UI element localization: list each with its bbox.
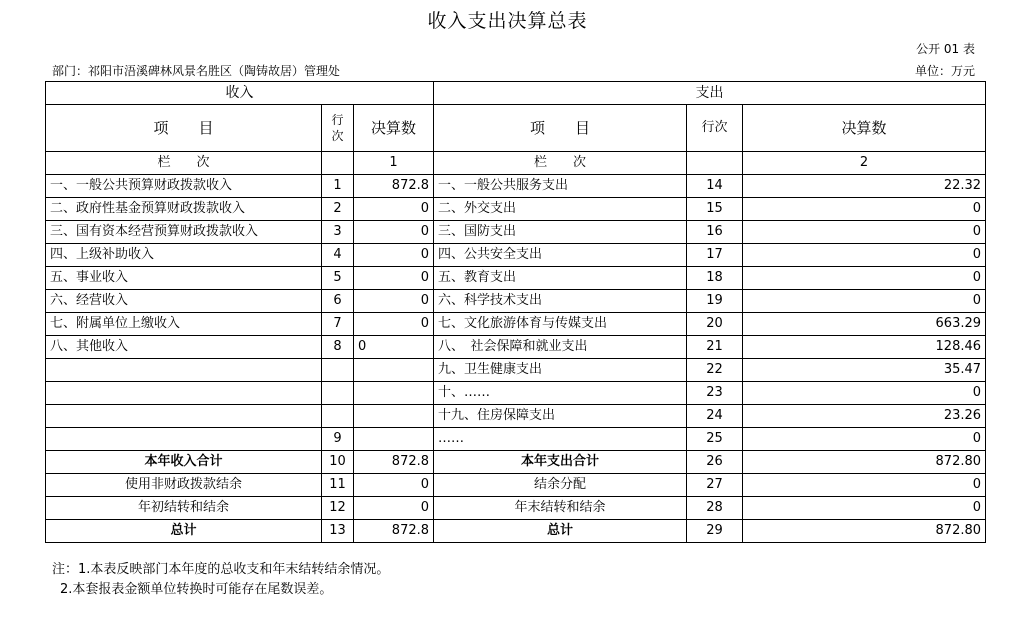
income-item-cell: 六、经营收入 bbox=[46, 290, 322, 313]
expense-item-cell: 四、公共安全支出 bbox=[434, 244, 687, 267]
income-rowno-cell: 3 bbox=[322, 221, 354, 244]
expense-amount-cell: 663.29 bbox=[743, 313, 986, 336]
idx-expense-rowno bbox=[687, 152, 743, 175]
form-number: 公开 01 表 bbox=[916, 42, 975, 56]
income-amount-cell: 0 bbox=[354, 267, 434, 290]
income-item-cell bbox=[46, 382, 322, 405]
expense-amount-cell: 872.80 bbox=[743, 520, 986, 543]
income-amount-cell: 0 bbox=[354, 244, 434, 267]
idx-income-label: 栏 次 bbox=[46, 152, 322, 175]
income-rowno-cell: 13 bbox=[322, 520, 354, 543]
income-rowno-cell bbox=[322, 405, 354, 428]
income-rowno-cell: 10 bbox=[322, 451, 354, 474]
income-item-cell bbox=[46, 428, 322, 451]
note-1: 注：1.本表反映部门本年度的总收支和年末结转结余情况。 bbox=[52, 562, 390, 577]
income-item-cell: 二、政府性基金预算财政拨款收入 bbox=[46, 198, 322, 221]
grand-total-row bbox=[46, 520, 986, 543]
expense-rowno-cell: 29 bbox=[687, 520, 743, 543]
column-header-row bbox=[46, 105, 986, 152]
expense-rowno-cell: 24 bbox=[687, 405, 743, 428]
extra-row bbox=[46, 474, 986, 497]
income-amount-cell: 872.8 bbox=[354, 175, 434, 198]
income-item-cell bbox=[46, 359, 322, 382]
idx-income-rowno bbox=[322, 152, 354, 175]
unit-label: 单位：万元 bbox=[914, 64, 975, 78]
expense-item-cell: 一、一般公共服务支出 bbox=[434, 175, 687, 198]
expense-amount-cell: 0 bbox=[743, 244, 986, 267]
expense-amount-cell: 0 bbox=[743, 497, 986, 520]
expense-rowno-cell: 19 bbox=[687, 290, 743, 313]
expense-item-cell: 五、教育支出 bbox=[434, 267, 687, 290]
income-rowno-cell: 7 bbox=[322, 313, 354, 336]
expense-rowno-cell: 17 bbox=[687, 244, 743, 267]
expense-item-cell: 结余分配 bbox=[434, 474, 687, 497]
table-row bbox=[46, 290, 986, 313]
total-row bbox=[46, 451, 986, 474]
expense-amount-cell: 0 bbox=[743, 290, 986, 313]
expense-amount-cell: 23.26 bbox=[743, 405, 986, 428]
expense-rowno-cell: 14 bbox=[687, 175, 743, 198]
expense-amount-cell: 0 bbox=[743, 267, 986, 290]
income-amount-cell bbox=[354, 382, 434, 405]
idx-income-amount: 1 bbox=[354, 152, 434, 175]
idx-expense-label: 栏 次 bbox=[434, 152, 687, 175]
note-2: 2.本套报表金额单位转换时可能存在尾数误差。 bbox=[60, 582, 333, 597]
expense-amount-cell: 35.47 bbox=[743, 359, 986, 382]
col-income-item: 项 目 bbox=[46, 105, 322, 152]
expense-item-cell: 九、卫生健康支出 bbox=[434, 359, 687, 382]
expense-item-cell: 本年支出合计 bbox=[434, 451, 687, 474]
expense-amount-cell: 128.46 bbox=[743, 336, 986, 359]
income-rowno-cell: 8 bbox=[322, 336, 354, 359]
expense-item-cell: 年末结转和结余 bbox=[434, 497, 687, 520]
col-expense-item: 项 目 bbox=[434, 105, 687, 152]
income-rowno-cell: 12 bbox=[322, 497, 354, 520]
expense-rowno-cell: 18 bbox=[687, 267, 743, 290]
expense-rowno-cell: 16 bbox=[687, 221, 743, 244]
income-amount-cell: 0 bbox=[354, 290, 434, 313]
notes bbox=[52, 560, 389, 600]
expense-item-cell: 总计 bbox=[434, 520, 687, 543]
expense-item-cell: 八、 社会保障和就业支出 bbox=[434, 336, 687, 359]
expense-rowno-cell: 25 bbox=[687, 428, 743, 451]
expense-item-cell: 六、科学技术支出 bbox=[434, 290, 687, 313]
expense-rowno-cell: 15 bbox=[687, 198, 743, 221]
income-rowno-cell: 11 bbox=[322, 474, 354, 497]
income-rowno-cell bbox=[322, 359, 354, 382]
table-row bbox=[46, 221, 986, 244]
expense-amount-cell: 0 bbox=[743, 428, 986, 451]
col-income-rowno: 行 次 bbox=[322, 105, 354, 152]
income-rowno-cell: 5 bbox=[322, 267, 354, 290]
income-item-cell: 八、其他收入 bbox=[46, 336, 322, 359]
expense-amount-cell: 872.80 bbox=[743, 451, 986, 474]
income-amount-cell: 0 bbox=[354, 336, 434, 359]
expense-rowno-cell: 28 bbox=[687, 497, 743, 520]
income-rowno-cell: 2 bbox=[322, 198, 354, 221]
income-rowno-cell: 4 bbox=[322, 244, 354, 267]
income-item-cell: 三、国有资本经营预算财政拨款收入 bbox=[46, 221, 322, 244]
table-row bbox=[46, 267, 986, 290]
table-row bbox=[46, 359, 986, 382]
income-item-cell bbox=[46, 405, 322, 428]
table-row bbox=[46, 198, 986, 221]
expense-item-cell: 十九、住房保障支出 bbox=[434, 405, 687, 428]
income-amount-cell bbox=[354, 428, 434, 451]
expense-rowno-cell: 27 bbox=[687, 474, 743, 497]
expense-item-cell: 二、外交支出 bbox=[434, 198, 687, 221]
expense-amount-cell: 22.32 bbox=[743, 175, 986, 198]
table-row bbox=[46, 336, 986, 359]
expense-rowno-cell: 21 bbox=[687, 336, 743, 359]
income-item-cell: 一、一般公共预算财政拨款收入 bbox=[46, 175, 322, 198]
expense-item-cell: 三、国防支出 bbox=[434, 221, 687, 244]
table-row bbox=[46, 428, 986, 451]
income-amount-cell: 0 bbox=[354, 474, 434, 497]
income-item-cell: 五、事业收入 bbox=[46, 267, 322, 290]
income-item-cell: 总计 bbox=[46, 520, 322, 543]
income-amount-cell bbox=[354, 405, 434, 428]
section-header-row bbox=[46, 82, 986, 105]
expense-amount-cell: 0 bbox=[743, 221, 986, 244]
col-expense-amount: 决算数 bbox=[743, 105, 986, 152]
table-row bbox=[46, 175, 986, 198]
table-row bbox=[46, 405, 986, 428]
income-expense-table bbox=[45, 81, 986, 543]
expense-rowno-cell: 26 bbox=[687, 451, 743, 474]
expense-amount-cell: 0 bbox=[743, 198, 986, 221]
income-amount-cell bbox=[354, 359, 434, 382]
table-row bbox=[46, 382, 986, 405]
income-item-cell: 四、上级补助收入 bbox=[46, 244, 322, 267]
col-expense-rowno: 行次 bbox=[687, 105, 743, 152]
section-income: 收入 bbox=[46, 82, 434, 105]
income-amount-cell: 872.8 bbox=[354, 451, 434, 474]
expense-rowno-cell: 20 bbox=[687, 313, 743, 336]
income-item-cell: 七、附属单位上缴收入 bbox=[46, 313, 322, 336]
extra-row bbox=[46, 497, 986, 520]
income-item-cell: 使用非财政拨款结余 bbox=[46, 474, 322, 497]
expense-item-cell: …… bbox=[434, 428, 687, 451]
idx-expense-amount: 2 bbox=[743, 152, 986, 175]
table-row bbox=[46, 313, 986, 336]
income-item-cell: 本年收入合计 bbox=[46, 451, 322, 474]
page-title: 收入支出决算总表 bbox=[427, 10, 588, 32]
column-index-row bbox=[46, 152, 986, 175]
expense-item-cell: 七、文化旅游体育与传媒支出 bbox=[434, 313, 687, 336]
income-item-cell: 年初结转和结余 bbox=[46, 497, 322, 520]
income-amount-cell: 0 bbox=[354, 221, 434, 244]
income-amount-cell: 0 bbox=[354, 497, 434, 520]
income-amount-cell: 0 bbox=[354, 313, 434, 336]
income-rowno-cell bbox=[322, 382, 354, 405]
expense-amount-cell: 0 bbox=[743, 474, 986, 497]
income-amount-cell: 0 bbox=[354, 198, 434, 221]
income-rowno-cell: 6 bbox=[322, 290, 354, 313]
expense-rowno-cell: 23 bbox=[687, 382, 743, 405]
expense-rowno-cell: 22 bbox=[687, 359, 743, 382]
department-label: 部门：祁阳市浯溪碑林风景名胜区（陶铸故居）管理处 bbox=[52, 64, 341, 78]
expense-amount-cell: 0 bbox=[743, 382, 986, 405]
income-rowno-cell: 9 bbox=[322, 428, 354, 451]
table-row bbox=[46, 244, 986, 267]
section-expense: 支出 bbox=[434, 82, 986, 105]
income-amount-cell: 872.8 bbox=[354, 520, 434, 543]
expense-item-cell: 十、…… bbox=[434, 382, 687, 405]
col-income-amount: 决算数 bbox=[354, 105, 434, 152]
income-rowno-cell: 1 bbox=[322, 175, 354, 198]
